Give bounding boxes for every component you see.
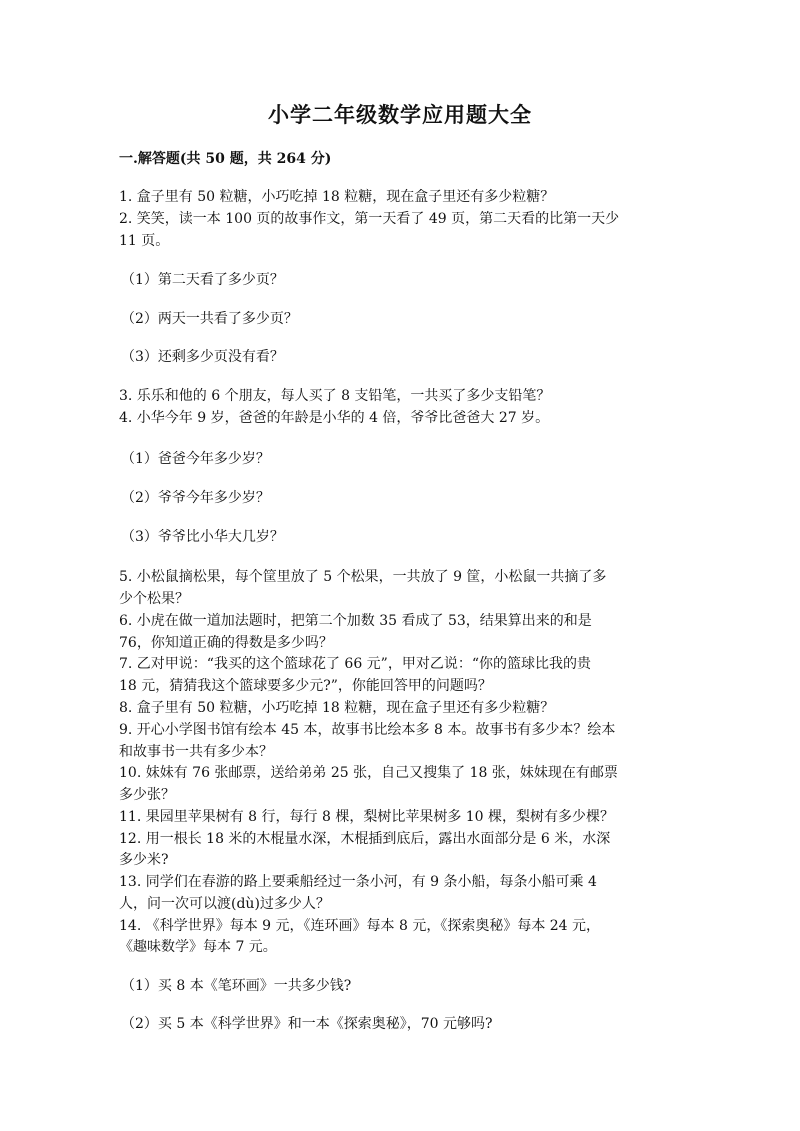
sub-question: （2）爷爷今年多少岁？: [121, 490, 270, 506]
problem-line: 7. 乙对甲说：“我买的这个篮球花了 66 元”，甲对乙说：“你的篮球比我的贵: [119, 656, 591, 672]
problem-line: 《趣味数学》每本 7 元。: [119, 939, 277, 955]
problem-line: 11. 果园里苹果树有 8 行，每行 8 棵，梨树比苹果树多 10 棵，梨树有多少棵？: [119, 809, 615, 825]
sub-question: （1）第二天看了多少页？: [121, 272, 284, 288]
sub-question: （2）买 5 本《科学世界》和一本《探索奥秘》，70 元够吗?: [121, 1016, 493, 1032]
problem-line: 少个松果？: [119, 591, 189, 607]
problem-line: 5. 小松鼠摘松果，每个筐里放了 5 个松果，一共放了 9 筐，小松鼠一共摘了多: [119, 569, 607, 585]
problem-line: 4. 小华今年 9 岁，爸爸的年龄是小华的 4 倍，爷爷比爸爸大 27 岁。: [119, 410, 550, 426]
problem-line: 13. 同学们在春游的路上要乘船经过一条小河，有 9 条小船，每条小船可乘 4: [119, 874, 597, 890]
sub-question: （1）买 8 本《笔环画》一共多少钱?: [121, 978, 352, 994]
sub-question: （3）还剩多少页没有看？: [121, 349, 284, 365]
problem-line: 14. 《科学世界》每本 9 元，《连环画》每本 8 元，《探索奥秘》每本 24 元，: [119, 918, 601, 934]
problem-line: 9. 开心小学图书馆有绘本 45 本，故事书比绘本多 8 本。故事书有多少本？绘本: [119, 722, 616, 738]
sub-question: （2）两天一共看了多少页？: [121, 311, 298, 327]
problem-line: 3. 乐乐和他的 6 个朋友，每人买了 8 支铅笔，一共买了多少支铅笔？: [119, 388, 551, 404]
problem-line: 11 页。: [119, 233, 170, 249]
problem-line: 多少张？: [119, 787, 175, 803]
problem-line: 6. 小虎在做一道加法题时，把第二个加数 35 看成了 53，结果算出来的和是: [119, 613, 592, 629]
page-title: 小学二年级数学应用题大全: [268, 102, 532, 127]
sub-question: （3）爷爷比小华大几岁？: [121, 529, 284, 545]
problem-line: 人，问一次可以渡(dù)过多少人？: [119, 896, 330, 912]
section-heading: 一.解答题(共 50 题，共 264 分): [119, 151, 332, 167]
problem-line: 1. 盒子里有 50 粒糖，小巧吃掉 18 粒糖，现在盒子里还有多少粒糖？: [119, 189, 555, 205]
problem-line: 76，你知道正确的得数是多少吗？: [119, 635, 333, 651]
problem-line: 10. 妹妹有 76 张邮票，送给弟弟 25 张，自己又搜集了 18 张，妹妹现在有邮票: [119, 765, 618, 781]
problem-line: 和故事书一共有多少本？: [119, 744, 273, 760]
problem-line: 多少米?: [119, 852, 169, 868]
problem-line: 8. 盒子里有 50 粒糖，小巧吃掉 18 粒糖，现在盒子里还有多少粒糖？: [119, 700, 555, 716]
problem-line: 2. 笑笑，读一本 100 页的故事作文，第一天看了 49 页，第二天看的比第一天少: [119, 211, 620, 227]
sub-question: （1）爸爸今年多少岁？: [121, 451, 270, 467]
problem-line: 18 元，猜猜我这个篮球要多少元?”，你能回答甲的问题吗？: [119, 678, 492, 694]
problem-line: 12. 用一根长 18 米的木棍量水深，木棍插到底后，露出水面部分是 6 米，水深: [119, 831, 611, 847]
